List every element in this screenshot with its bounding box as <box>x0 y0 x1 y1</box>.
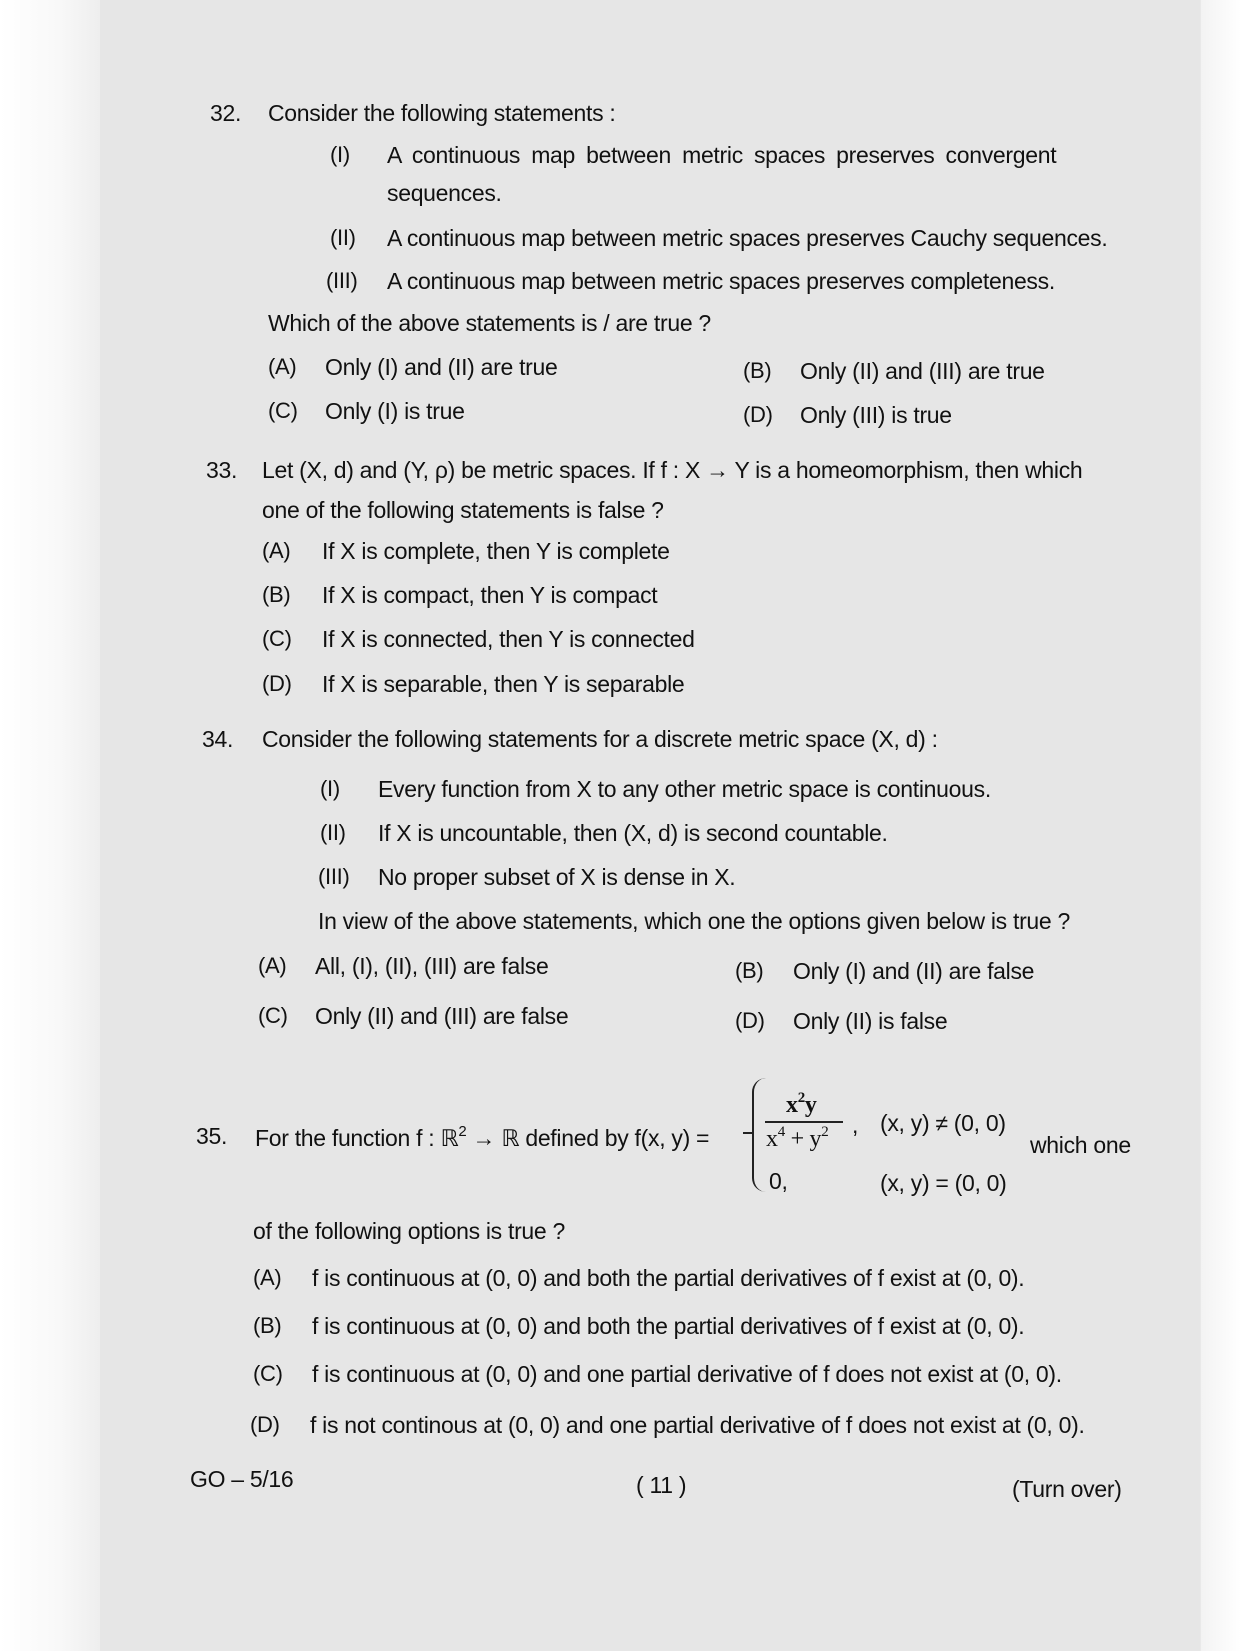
case1-condition: (x, y) ≠ (0, 0) <box>880 1110 1006 1136</box>
option-text: All, (I), (II), (III) are false <box>315 953 549 979</box>
option-text: f is continuous at (0, 0) and one partial derivative of f does not exist at (0, 0). <box>312 1361 1062 1387</box>
question-number: 33. <box>206 457 238 483</box>
option-text: If X is separable, then Y is separable <box>322 671 685 697</box>
option-text: f is continuous at (0, 0) and both the partial derivatives of f exist at (0, 0). <box>312 1265 1025 1291</box>
statement-label: (I) <box>320 776 340 801</box>
statement-label: (II) <box>330 225 356 250</box>
statement-label: (III) <box>326 268 358 293</box>
option-text: If X is connected, then Y is connected <box>322 626 695 652</box>
question-stem-continued: one of the following statements is false ? <box>262 497 664 523</box>
case2-value: 0, <box>769 1168 788 1194</box>
statement-text-continued: sequences. <box>387 180 502 206</box>
fraction-bar <box>765 1121 843 1123</box>
turn-over-note: (Turn over) <box>1012 1476 1122 1502</box>
page-number: ( 11 ) <box>636 1472 687 1498</box>
question-prompt: Which of the above statements is / are true ? <box>268 310 711 336</box>
option-label: (C) <box>253 1361 283 1386</box>
statement-text: If X is uncountable, then (X, d) is second countable. <box>378 820 888 846</box>
statement-text: A continuous map between metric spaces preserves completeness. <box>387 268 1055 294</box>
option-text: Only (I) and (II) are false <box>793 958 1035 984</box>
option-text: If X is compact, then Y is compact <box>322 582 658 608</box>
question-stem-continued: of the following options is true ? <box>253 1218 565 1244</box>
option-label: (C) <box>258 1003 288 1028</box>
piecewise-brace-tip <box>743 1132 753 1134</box>
option-text: Only (I) and (II) are true <box>325 354 558 380</box>
fraction-numerator: $x^2y$ <box>786 1090 817 1118</box>
option-label: (A) <box>268 354 297 379</box>
statement-label: (I) <box>330 142 350 167</box>
statement-label: (III) <box>318 864 350 889</box>
option-text: Only (II) and (III) are false <box>315 1003 569 1029</box>
option-label: (C) <box>268 398 298 423</box>
scan-margin-left <box>0 0 100 1651</box>
option-text: Only (II) is false <box>793 1008 948 1034</box>
option-label: (D) <box>735 1008 765 1033</box>
statement-text: Every function from X to any other metric space is continuous. <box>378 776 991 802</box>
option-text: f is continuous at (0, 0) and both the partial derivatives of f exist at (0, 0). <box>312 1313 1025 1339</box>
question-stem: For the function f : ℝ$^2$ → ℝ defined by f(x, y) = <box>255 1123 710 1151</box>
option-text: Only (II) and (III) are true <box>800 358 1045 384</box>
option-text: Only (III) is true <box>800 402 952 428</box>
option-label: (A) <box>258 953 287 978</box>
option-label: (D) <box>262 671 292 696</box>
question-stem: Consider the following statements : <box>268 100 616 126</box>
case2-condition: (x, y) = (0, 0) <box>880 1170 1007 1196</box>
option-label: (A) <box>253 1265 282 1290</box>
question-stem: Let (X, d) and (Y, ρ) be metric spaces. If f : X → Y is a homeomorphism, then which <box>262 457 1083 483</box>
option-label: (A) <box>262 538 291 563</box>
option-text: Only (I) is true <box>325 398 465 424</box>
statement-text: A continuous map between metric spaces preserves convergent <box>387 142 1057 168</box>
option-text: f is not continous at (0, 0) and one partial derivative of f does not exist at (0, 0). <box>310 1412 1085 1438</box>
option-label: (B) <box>253 1313 282 1338</box>
option-label: (B) <box>743 358 772 383</box>
statement-text: A continuous map between metric spaces preserves Cauchy sequences. <box>387 225 1108 251</box>
option-label: (D) <box>250 1412 280 1437</box>
statement-label: (II) <box>320 820 346 845</box>
option-label: (D) <box>743 402 773 427</box>
scan-margin-right <box>1201 0 1241 1651</box>
question-prompt: In view of the above statements, which one the options given below is true ? <box>318 908 1070 934</box>
question-stem: Consider the following statements for a discrete metric space (X, d) : <box>262 726 938 752</box>
fraction-denominator: $x^4 + y^2$ <box>766 1124 829 1152</box>
question-number: 35. <box>196 1123 228 1149</box>
option-text: If X is complete, then Y is complete <box>322 538 670 564</box>
statement-text: No proper subset of X is dense in X. <box>378 864 736 890</box>
option-label: (B) <box>262 582 291 607</box>
paper-code: GO – 5/16 <box>190 1466 294 1492</box>
question-number: 34. <box>202 726 234 752</box>
question-number: 32. <box>210 100 242 126</box>
option-label: (C) <box>262 626 292 651</box>
case-separator: , <box>852 1112 859 1138</box>
option-label: (B) <box>735 958 764 983</box>
question-stem-tail: which one <box>1030 1132 1131 1158</box>
